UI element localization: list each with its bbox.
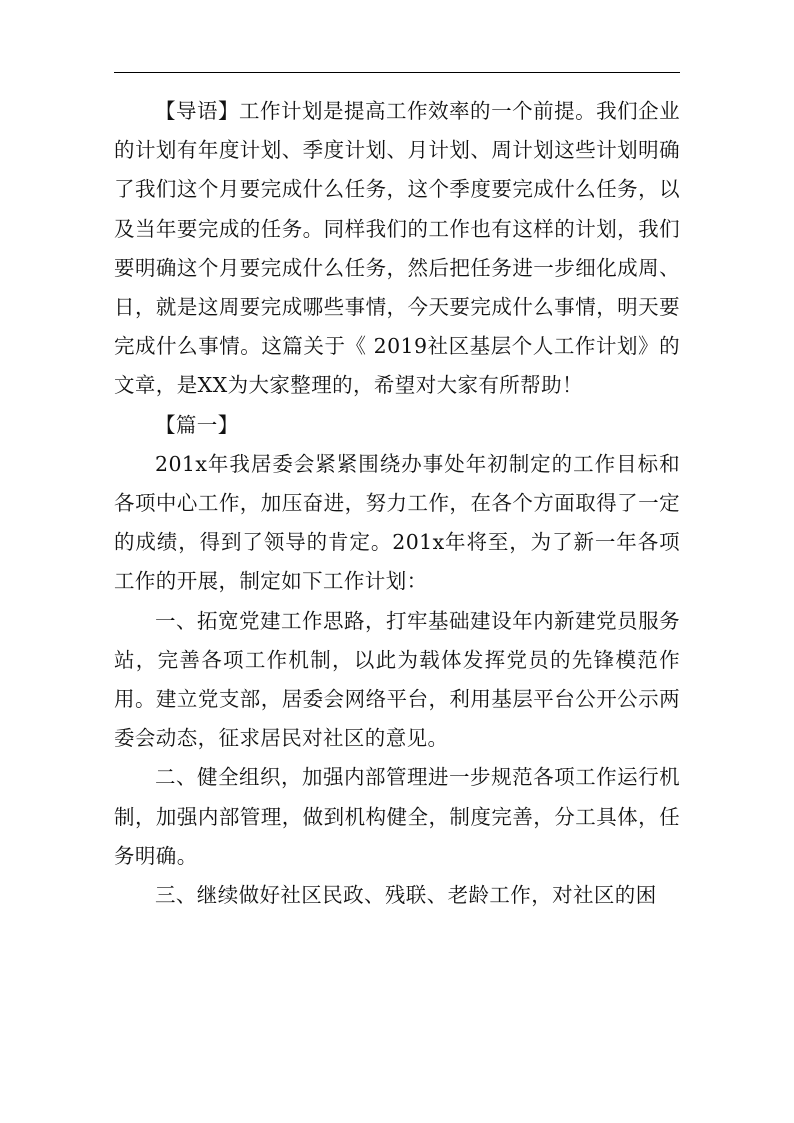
body-paragraph: 一、拓宽党建工作思路，打牢基础建设年内新建党员服务站，完善各项工作机制，以此为载体发挥党员的先锋模范作用。建立党支部，居委会网络平台，利用基层平台公开公示两委会动态，征求居民对社区的意见。 — [114, 608, 680, 751]
section-heading: 【篇一】 — [155, 412, 239, 437]
body-paragraph: 201x年我居委会紧紧围绕办事处年初制定的工作目标和各项中心工作，加压奋进，努力工作，在各个方面取得了一定的成绩，得到了领导的肯定。201x年将至，为了新一年各项工作的开展，制定如下工作计划： — [114, 451, 680, 594]
body-paragraph: 二、健全组织，加强内部管理进一步规范各项工作运行机制，加强内部管理，做到机构健全，制度完善，分工具体，任务明确。 — [114, 765, 680, 868]
header-rule — [114, 72, 680, 73]
intro-paragraph: 【导语】工作计划是提高工作效率的一个前提。我们企业的计划有年度计划、季度计划、月计划、周计划这些计划明确了我们这个月要完成什么任务，这个季度要完成什么任务，以及当年要完成的任务。同样我们的工作也有这样的计划，我们要明确这个月要完成什么任务，然后把任务进一步细化成周、日，就是这周要完成哪些事情，今天要完成什么事情，明天要完成什么事情。这篇关于《 2019社区基层个人工作计划》的文章，是XX为大家整理的，希望对大家有所帮助！ — [114, 99, 680, 398]
document-body — [114, 92, 680, 915]
body-paragraph: 三、继续做好社区民政、残联、老龄工作，对社区的困 — [155, 883, 657, 908]
